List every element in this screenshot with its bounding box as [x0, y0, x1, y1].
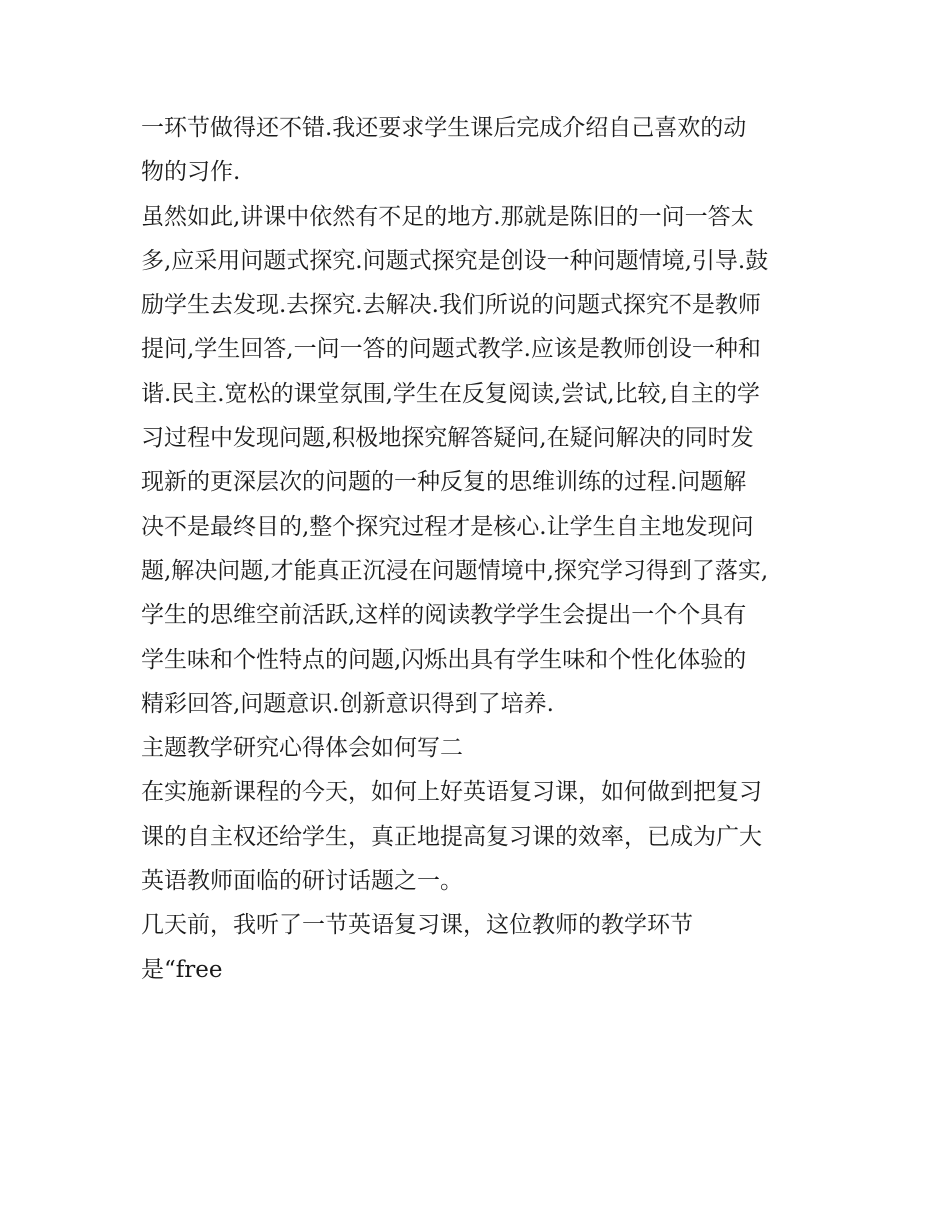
- text-line: 习过程中发现问题,积极地探究解答疑问,在疑问解决的同时发: [141, 425, 754, 452]
- text-line: 题,解决问题,才能真正沉浸在问题情境中,探究学习得到了落实,: [141, 557, 769, 584]
- text-line: 物的习作.: [141, 159, 241, 186]
- text-line: 现新的更深层次的问题的一种反复的思维训练的过程.问题解: [141, 469, 747, 496]
- text-line: 谐.民主.宽松的课堂氛围,学生在反复阅读,尝试,比较,自主的学: [141, 380, 760, 407]
- text-line: 在实施新课程的今天，如何上好英语复习课，如何做到把复习: [141, 779, 762, 806]
- text-line: 多,应采用问题式探究.问题式探究是创设一种问题情境,引导.鼓: [141, 247, 769, 274]
- text-line: 励学生去发现.去探究.去解决.我们所说的问题式探究不是教师: [141, 292, 761, 319]
- text-line: 学生味和个性特点的问题,闪烁出具有学生味和个性化体验的: [141, 646, 747, 673]
- text-line: 提问,学生回答,一问一答的问题式教学.应该是教师创设一种和: [141, 336, 761, 363]
- text-line: 几天前，我听了一节英语复习课，这位教师的教学环节: [141, 912, 693, 939]
- text-line: 精彩回答,问题意识.创新意识得到了培养.: [141, 690, 554, 717]
- text-line: 一环节做得还不错.我还要求学生课后完成介绍自己喜欢的动: [141, 115, 747, 141]
- section-heading: 主题教学研究心得体会如何写二: [141, 735, 463, 762]
- document-body: [141, 106, 821, 992]
- text-line: 虽然如此,讲课中依然有不足的地方.那就是陈旧的一问一答太: [141, 203, 754, 230]
- text-line: 课的自主权还给学生，真正地提高复习课的效率，已成为广大: [141, 823, 762, 850]
- text-line: 学生的思维空前活跃,这样的阅读教学学生会提出一个个具有: [141, 602, 747, 629]
- text-line: 英语教师面临的研讨话题之一。: [141, 868, 463, 895]
- text-line: 决不是最终目的,整个探究过程才是核心.让学生自主地发现问: [141, 513, 754, 540]
- text-line: 是“free: [141, 956, 223, 983]
